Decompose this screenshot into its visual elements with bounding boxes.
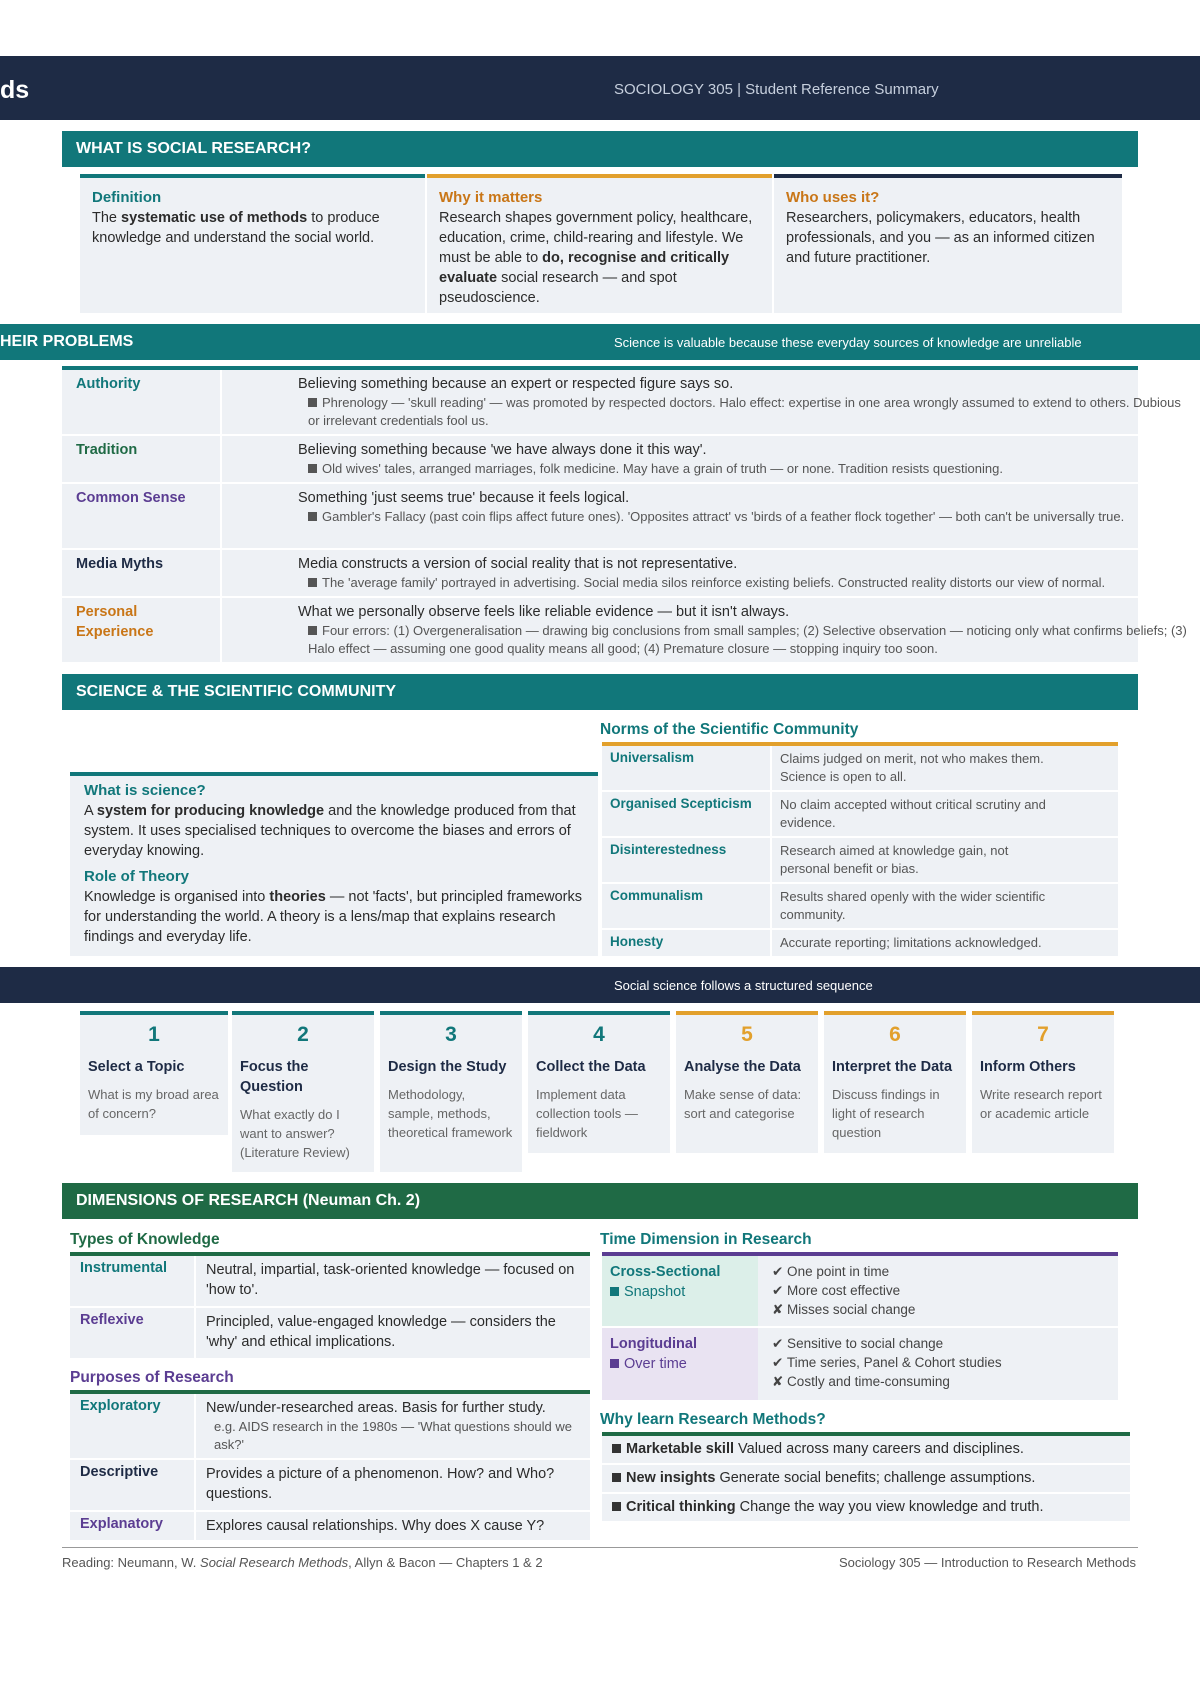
row-sub-text: Phrenology — 'skull reading' — was promoted by respected doctors. Halo effect: expertise in one area wrongly assumed to extend to others. Dubious or irrelevant credentials fool us.	[308, 395, 1181, 428]
step-card	[676, 1015, 818, 1153]
step-number: 5	[741, 1023, 753, 1046]
section-bar-dimensions	[62, 1183, 1138, 1219]
card-emphasis: system for producing knowledge	[96, 803, 325, 819]
column-divider	[220, 484, 222, 548]
time-type: Cross-Sectional	[610, 1264, 721, 1280]
page-subtitle: SOCIOLOGY 305 | Student Reference Summary	[614, 81, 939, 98]
section-bar-social-research	[62, 131, 1138, 167]
column-divider	[770, 746, 772, 790]
time-type: Longitudinal	[610, 1336, 697, 1352]
column-divider	[770, 838, 772, 882]
row-sub-text: Gambler's Fallacy (past coin flips affect future ones). 'Opposites attract' vs 'birds of a feather flock together' — both can't be universally true.	[322, 509, 1125, 524]
row-key: Instrumental	[80, 1260, 168, 1276]
row-value	[298, 374, 1188, 430]
norm-row	[602, 746, 1118, 790]
row-key: Media Myths	[76, 556, 164, 572]
column-divider	[770, 930, 772, 956]
card-heading: Who uses it?	[786, 189, 880, 206]
step-title: Interpret the Data	[832, 1059, 953, 1075]
card-text: A	[84, 803, 97, 819]
card-text: Researchers, policymakers, educators, health professionals, and you — as an informed citizen and future practitioner.	[786, 210, 1095, 266]
why-bold: Critical thinking	[626, 1499, 736, 1515]
bullet-square-icon	[308, 512, 317, 521]
row-main: Believing something because an expert or respected figure says so.	[298, 376, 734, 392]
column-divider	[220, 550, 222, 596]
norm-value: Claims judged on merit, not who makes them. Science is open to all.	[780, 751, 1044, 784]
column-divider	[194, 1308, 196, 1358]
norm-row	[602, 838, 1118, 882]
row-key: Explanatory	[80, 1516, 163, 1532]
card-heading: Definition	[92, 189, 162, 206]
section-title: WHAT IS SOCIAL RESEARCH?	[76, 140, 311, 157]
row-sub-text: The 'average family' portrayed in advertising. Social media silos reinforce existing beliefs. Constructed reality distorts our view of normal.	[322, 575, 1106, 590]
why-text: Valued across many careers and disciplines.	[734, 1441, 1024, 1457]
column-divider	[194, 1256, 196, 1306]
norm-key: Universalism	[610, 750, 695, 765]
card-body	[439, 208, 760, 308]
time-key	[610, 1334, 697, 1374]
step-title: Select a Topic	[88, 1059, 185, 1075]
step-number: 3	[445, 1023, 457, 1046]
card-text: to produce knowledge and understand the social world.	[92, 210, 380, 246]
row-key: Authority	[76, 376, 141, 392]
column-divider	[770, 792, 772, 836]
column-divider	[220, 598, 222, 662]
row-main: New/under-researched areas. Basis for further study.	[206, 1400, 546, 1416]
time-point: ✘ Costly and time-consuming	[772, 1374, 950, 1389]
step-desc: Implement data collection tools — fieldwork	[536, 1087, 638, 1140]
card-heading: What is science?	[84, 782, 206, 799]
row-sub	[298, 394, 1188, 430]
why-text: Change the way you view knowledge and truth.	[735, 1499, 1044, 1515]
step-title: Inform Others	[980, 1059, 1076, 1075]
purposes-heading: Purposes of Research	[70, 1369, 234, 1386]
table-row	[62, 484, 1138, 548]
norm-key: Communalism	[610, 888, 704, 903]
column-divider	[194, 1512, 196, 1540]
footer-reading	[62, 1555, 543, 1570]
card-text: The	[92, 210, 122, 226]
row-sub	[298, 508, 1188, 526]
norm-value: Research aimed at knowledge gain, not personal benefit or bias.	[780, 843, 1009, 876]
column-divider	[770, 884, 772, 928]
column-divider	[194, 1460, 196, 1510]
table-row	[62, 550, 1138, 596]
row-value: Explores causal relationships. Why does X cause Y?	[206, 1518, 545, 1534]
types-heading: Types of Knowledge	[70, 1231, 220, 1248]
time-tag: Snapshot	[624, 1284, 686, 1300]
step-title: Analyse the Data	[684, 1059, 801, 1075]
why-item	[602, 1494, 1130, 1521]
footer-divider	[62, 1547, 1138, 1548]
section-note: Social science follows a structured sequence	[614, 978, 873, 993]
step-card	[80, 1015, 228, 1135]
row-value	[298, 440, 1188, 478]
row-sub	[298, 622, 1188, 658]
row-value	[298, 554, 1188, 592]
norm-row	[602, 792, 1118, 836]
card-emphasis: systematic use of methods	[121, 210, 308, 226]
step-desc: What exactly do I want to answer? (Literature Review)	[240, 1107, 350, 1160]
why-it-matters-card	[427, 178, 772, 313]
table-row	[62, 370, 1181, 434]
time-point: ✔ One point in time	[772, 1264, 890, 1279]
why-bold: New insights	[626, 1470, 716, 1486]
norm-key: Disinterestedness	[610, 842, 727, 857]
step-card	[232, 1015, 374, 1172]
step-desc: What is my broad area of concern?	[88, 1087, 219, 1121]
footer-course: Sociology 305 — Introduction to Research Methods	[838, 1555, 1136, 1570]
step-desc: Write research report or academic article	[980, 1087, 1102, 1121]
section-bar-problems	[0, 324, 1200, 360]
row-sub	[298, 460, 1188, 478]
row-value: Provides a picture of a phenomenon. How? and Who? questions.	[206, 1466, 555, 1502]
why-bold: Marketable skill	[626, 1441, 734, 1457]
step-card	[824, 1015, 966, 1153]
card-text: Knowledge is organised into	[84, 889, 270, 905]
step-number: 4	[593, 1023, 605, 1046]
row-value: Neutral, impartial, task-oriented knowledge — focused on 'how to'.	[206, 1262, 575, 1298]
card-text: social research — and spot pseudoscience.	[439, 270, 677, 306]
time-point: ✔ Time series, Panel & Cohort studies	[772, 1355, 1002, 1370]
norm-row	[602, 930, 1118, 956]
norm-key: Organised Scepticism	[610, 796, 752, 811]
knowledge-row	[70, 1256, 590, 1306]
bullet-square-icon	[612, 1444, 621, 1453]
norms-heading: Norms of the Scientific Community	[600, 721, 859, 738]
bullet-square-icon	[308, 626, 317, 635]
who-uses-it-card	[774, 178, 1122, 313]
what-is-science-card	[70, 776, 598, 956]
section-title: SCIENCE & THE SCIENTIFIC COMMUNITY	[76, 683, 397, 700]
row-sub-text: Old wives' tales, arranged marriages, folk medicine. May have a grain of truth — or none. Tradition resists questioning.	[322, 461, 1003, 476]
time-point: ✔ Sensitive to social change	[772, 1336, 944, 1351]
section-title: DIMENSIONS OF RESEARCH (Neuman Ch. 2)	[76, 1192, 421, 1209]
step-desc: Methodology, sample, methods, theoretical framework	[388, 1087, 513, 1140]
card-body	[786, 208, 1110, 268]
card-emphasis: do, recognise and critically evaluate	[439, 250, 730, 286]
footer-text: Reading: Neumann, W.	[62, 1555, 201, 1570]
norm-value: Results shared openly with the wider scientific community.	[780, 889, 1046, 922]
step-number: 2	[297, 1023, 309, 1046]
why-item	[602, 1436, 1130, 1463]
knowledge-row	[70, 1308, 590, 1358]
purpose-row	[70, 1512, 590, 1540]
bullet-square-icon	[308, 578, 317, 587]
section-bar-science	[62, 674, 1138, 710]
time-point: ✔ More cost effective	[772, 1283, 901, 1298]
column-divider	[220, 436, 222, 482]
step-desc: Make sense of data: sort and categorise	[684, 1087, 802, 1121]
row-sub: e.g. AIDS research in the 1980s — 'What questions should we ask?'	[214, 1419, 573, 1452]
why-item	[602, 1465, 1130, 1492]
norm-value: Accurate reporting; limitations acknowledged.	[780, 935, 1042, 950]
row-value	[298, 602, 1188, 658]
footer-book-title: Social Research Methods	[200, 1555, 349, 1570]
section-title: HEIR PROBLEMS	[0, 333, 134, 350]
column-divider	[194, 1394, 196, 1458]
card-heading: Role of Theory	[84, 868, 190, 885]
card-body	[92, 208, 413, 248]
time-row	[602, 1328, 1118, 1400]
step-card	[528, 1015, 670, 1153]
row-value: Principled, value-engaged knowledge — considers the 'why' and ethical implications.	[206, 1314, 556, 1350]
row-main: Media constructs a version of social reality that is not representative.	[298, 556, 738, 572]
footer-text: , Allyn & Bacon — Chapters 1 & 2	[348, 1555, 543, 1570]
card-text: and the knowledge produced from that system. It uses specialised techniques to overcome the biases and errors of everyday knowing.	[84, 803, 576, 859]
why-text: Generate social benefits; challenge assumptions.	[715, 1470, 1036, 1486]
row-sub-text: Four errors: (1) Overgeneralisation — drawing big conclusions from small samples; (2) Selective observation — noticing only what confirms beliefs; (3) Halo effect — assuming one good quality means all good; (4) Premature closure — stopping inquiry too soon.	[308, 623, 1187, 656]
row-key: Exploratory	[80, 1398, 161, 1414]
row-value	[298, 488, 1188, 526]
card-heading: Why it matters	[439, 189, 543, 206]
purpose-row	[70, 1460, 590, 1510]
step-title: Collect the Data	[536, 1059, 646, 1075]
time-row	[602, 1256, 1118, 1326]
column-divider	[220, 370, 222, 434]
time-key	[610, 1262, 720, 1302]
row-sub	[298, 574, 1188, 592]
time-heading: Time Dimension in Research	[600, 1231, 812, 1248]
bullet-square-icon	[610, 1359, 619, 1368]
bullet-square-icon	[612, 1502, 621, 1511]
card-text: Research shapes government policy, healthcare, education, crime, child-rearing and lifestyle. We must be able to	[439, 210, 753, 266]
row-value	[206, 1398, 578, 1454]
row-key: Personal Experience	[76, 604, 154, 640]
table-row	[62, 598, 1187, 662]
step-card	[972, 1015, 1114, 1153]
definition-card	[80, 178, 425, 313]
card-body	[84, 801, 584, 861]
time-points	[772, 1262, 915, 1319]
row-main: Something 'just seems true' because it feels logical.	[298, 490, 630, 506]
row-key: Reflexive	[80, 1312, 144, 1328]
page-title: ds	[0, 76, 30, 104]
page-header	[0, 56, 1200, 120]
step-number: 1	[148, 1023, 160, 1046]
bullet-square-icon	[610, 1287, 619, 1296]
time-tag: Over time	[624, 1356, 687, 1372]
step-title: Design the Study	[388, 1059, 507, 1075]
step-title: Focus the Question	[240, 1059, 309, 1095]
row-main: Believing something because 'we have always done it this way'.	[298, 442, 707, 458]
card-body	[84, 887, 584, 947]
card-emphasis: theories	[269, 889, 326, 905]
step-number: 7	[1037, 1023, 1049, 1046]
card-text: — not 'facts', but principled frameworks for understanding the world. A theory is a lens/map that explains research findings and everyday life.	[84, 889, 582, 945]
step-card	[380, 1015, 522, 1172]
norm-key: Honesty	[610, 934, 664, 949]
section-bar-process	[0, 967, 1200, 1003]
step-number: 6	[889, 1023, 901, 1046]
bullet-square-icon	[308, 464, 317, 473]
step-desc: Discuss findings in light of research question	[832, 1087, 940, 1140]
time-point: ✘ Misses social change	[772, 1302, 916, 1317]
row-key: Tradition	[76, 442, 138, 458]
section-note: Science is valuable because these everyday sources of knowledge are unreliable	[614, 335, 1082, 350]
row-key: Common Sense	[76, 490, 186, 506]
purpose-row	[70, 1394, 590, 1458]
time-points	[772, 1334, 1002, 1391]
why-heading: Why learn Research Methods?	[600, 1411, 826, 1428]
norm-value: No claim accepted without critical scrutiny and evidence.	[780, 797, 1046, 830]
norm-row	[602, 884, 1118, 928]
row-main: What we personally observe feels like reliable evidence — but it isn't always.	[298, 604, 790, 620]
bullet-square-icon	[612, 1473, 621, 1482]
row-key: Descriptive	[80, 1464, 159, 1480]
bullet-square-icon	[308, 398, 317, 407]
table-row	[62, 436, 1138, 482]
